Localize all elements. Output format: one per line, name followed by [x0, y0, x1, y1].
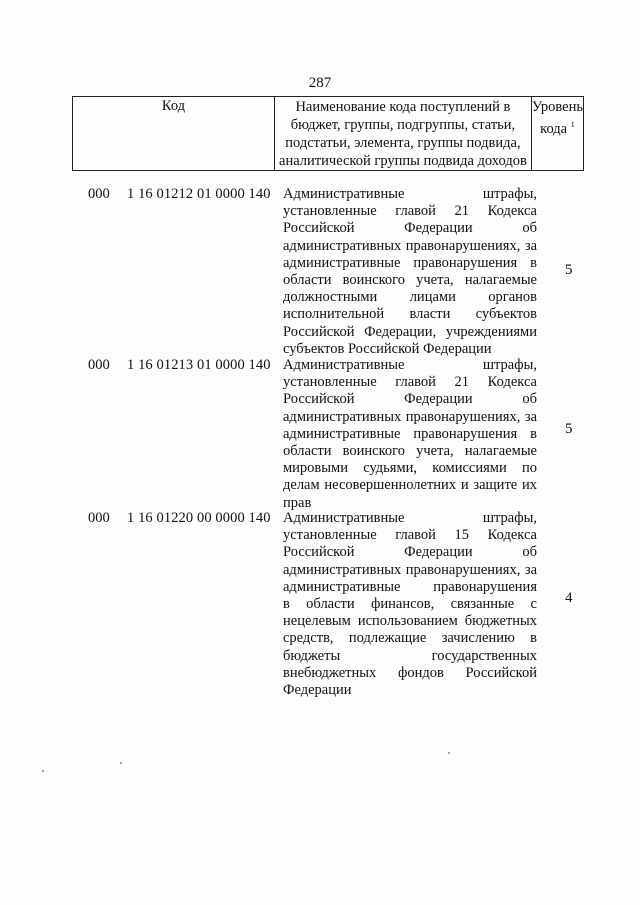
- header-level-label: кода: [540, 121, 568, 137]
- row-code: 1 16 01220 00 0000 140: [127, 510, 271, 526]
- row-name-line: делам несовершеннолетних и защите их: [283, 477, 537, 494]
- row-name: [283, 357, 537, 512]
- row-name-line: бюджеты государственных: [283, 647, 537, 664]
- row-name-line: установленные главой 21 Кодекса: [283, 203, 537, 220]
- row-name-line: исполнительной власти субъектов: [283, 306, 537, 323]
- header-level-line2: [532, 116, 583, 138]
- row-name-line: нецелевым использованием бюджетных: [283, 613, 537, 630]
- header-name-line: подстатьи, элемента, группы подвида,: [285, 135, 521, 151]
- row-name-line: Административные штрафы,: [283, 510, 537, 526]
- row-name-line: должностными лицами органов: [283, 289, 537, 306]
- row-name-line: области воинского учета, налагаемые: [283, 272, 537, 289]
- row-name: [283, 510, 537, 699]
- row-name-line: административных правонарушениях, за: [283, 561, 537, 578]
- row-prefix: 000: [88, 510, 110, 526]
- row-name-line: административные правонарушения в: [283, 425, 537, 442]
- header-level-line1: Уровень: [531, 99, 583, 115]
- row-name-line: административных правонарушениях, за: [283, 408, 537, 425]
- row-prefix: 000: [88, 186, 110, 202]
- row-name-line: Федерации: [283, 682, 352, 699]
- row-name-line: мировыми судьями, комиссиями по: [283, 460, 537, 477]
- scan-speck: [448, 752, 450, 754]
- row-name-line: административные правонарушения: [283, 578, 537, 595]
- row-name-line: Российской Федерации, учреждениями: [283, 323, 537, 340]
- row-name-line: в области финансов, связанные с: [283, 596, 537, 613]
- row-name-line: Административные штрафы,: [283, 357, 537, 373]
- row-level: 4: [565, 590, 573, 606]
- scan-speck: [120, 762, 122, 764]
- row-name-line: области воинского учета, налагаемые: [283, 443, 537, 460]
- row-name-line: субъектов Российской Федерации: [283, 340, 492, 357]
- row-name-line: установленные главой 15 Кодекса: [283, 527, 537, 544]
- header-name-cell: [274, 97, 531, 171]
- table-header-row: [73, 97, 584, 171]
- row-name-line: внебюджетных фондов Российской: [283, 664, 537, 681]
- row-level: 5: [565, 262, 573, 278]
- header-level-cell: [531, 97, 583, 171]
- row-prefix: 000: [88, 357, 110, 373]
- row-name-line: административных правонарушениях, за: [283, 237, 537, 254]
- table-header: [72, 96, 584, 171]
- row-name-line: Российской Федерации об: [283, 391, 537, 408]
- row-code: 1 16 01212 01 0000 140: [127, 186, 271, 202]
- row-name-line: Административные штрафы,: [283, 186, 537, 202]
- row-name-line: административные правонарушения в: [283, 254, 537, 271]
- footnote-marker: 1: [570, 120, 575, 129]
- row-name: [283, 186, 537, 358]
- row-code: 1 16 01213 01 0000 140: [127, 357, 271, 373]
- header-code-cell: [73, 97, 275, 171]
- row-name-line: прав: [283, 494, 312, 511]
- page-number: 287: [308, 75, 332, 91]
- header-code-label: Код: [161, 98, 186, 114]
- row-name-line: Российской Федерации об: [283, 220, 537, 237]
- header-name-line: Наименование кода поступлений в: [295, 99, 511, 115]
- row-name-line: средств, подлежащие зачислению в: [283, 630, 537, 647]
- row-level: 5: [565, 421, 573, 437]
- header-name-line: бюджет, группы, подгруппы, статьи,: [290, 117, 516, 133]
- row-name-line: Российской Федерации об: [283, 544, 537, 561]
- header-name-line: аналитической группы подвида доходов: [279, 153, 527, 169]
- scan-speck: [42, 770, 44, 772]
- row-name-line: установленные главой 21 Кодекса: [283, 374, 537, 391]
